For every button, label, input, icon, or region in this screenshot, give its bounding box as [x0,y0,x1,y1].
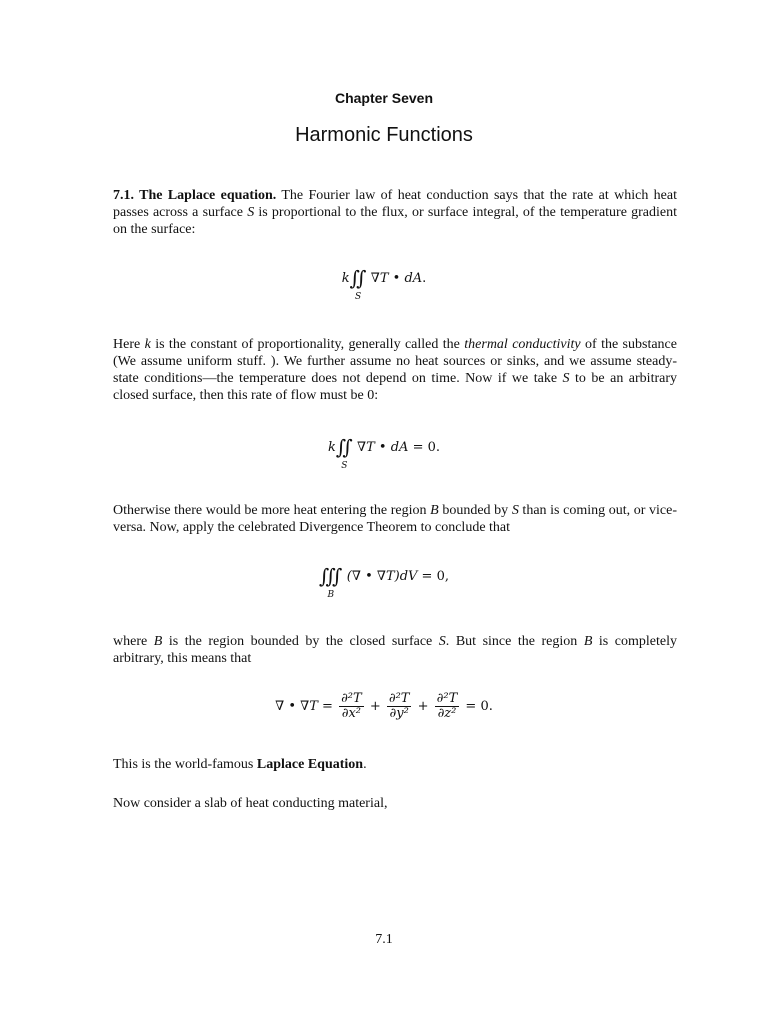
paragraph-thermal-conductivity: Here k is the constant of proportionality, generally called the thermal conductivity of the substance (We assume uniform stuff. ). We further assume no heat sources or sinks, and we assume steady-state conditions—the temperature does not depend on time. Now if we take S to be an arbitrary closed surface, then this rate of flow must be 0: [113,337,677,403]
equation-laplace: ∇ • ∇T = $\frac{\text{∂²T}}{\text{∂x²}}$ + $\frac{\text{∂²T}}{\text{∂y²}}$ + $\frac{\text{∂²T}}{\text{∂z²}}$ = 0. [275,691,493,721]
term-thermal-conductivity: thermal conductivity [464,337,581,352]
chapter-title: Harmonic Functions [295,124,473,146]
paragraph-region: where B is the region bounded by the closed surface S. But since the region B is completely arbitrary, this means that [113,634,677,666]
paragraph-divergence: Otherwise there would be more heat entering the region B bounded by S than is coming out, or vice-versa. Now, apply the celebrated Divergence Theorem to conclude that [113,503,678,535]
chapter-label: Chapter Seven [334,90,434,106]
fraction-y: $\frac{\text{∂²T}}{\text{∂y²}}$ [388,691,410,721]
paragraph-slab: Now consider a slab of heat conducting material, [113,796,388,811]
section-heading: 7.1. The Laplace equation. [113,188,277,203]
equation-flux-integral: k∬ S ∇T • dA. [341,266,427,302]
page-number: 7.1 [375,932,393,947]
equation-volume-integral: ∭ B (∇ • ∇T)dV = 0, [319,564,449,600]
term-laplace-equation: Laplace Equation [256,757,364,772]
equation-zero-flux: k∬ S ∇T • dA = 0. [327,435,440,471]
paragraph-world-famous: This is the world-famous Laplace Equation. [113,757,367,772]
fraction-x: $\frac{\text{∂²T}}{\text{∂x²}}$ [341,691,362,721]
fraction-z: $\frac{\text{∂²T}}{\text{∂z²}}$ [436,691,458,721]
paragraph-laplace-intro: 7.1. The Laplace equation. The Fourier law of heat conduction says that the rate at which heat passes across a surface S is proportional to the flux, or surface integral, of the temperature gradient on the surface: [113,188,677,237]
